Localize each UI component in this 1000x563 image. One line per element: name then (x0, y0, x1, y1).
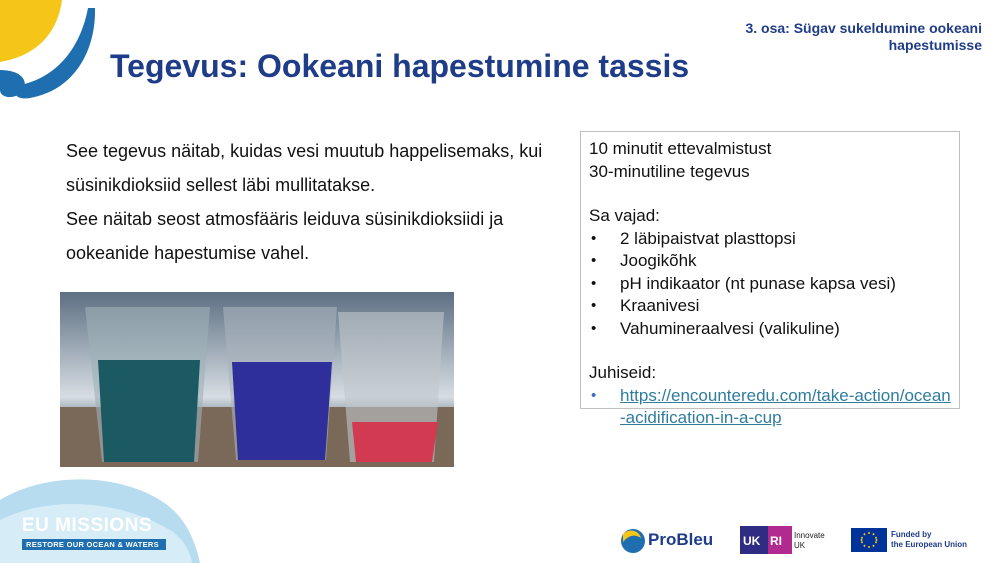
eu-flag-icon (851, 528, 887, 552)
innovate-line-1: Innovate (794, 531, 825, 540)
svg-text:RI: RI (770, 534, 782, 548)
needs-heading: Sa vajad: (589, 206, 660, 225)
materials-box (580, 131, 960, 427)
funded-line-1: Funded by (891, 530, 932, 539)
instructions-link-item (589, 385, 951, 430)
instructions-list (589, 385, 951, 430)
cups-photo (60, 292, 454, 467)
intro-text (66, 134, 566, 270)
section-label: 3. osa: Sügav sukeldumine ookeani hapestumisse (745, 20, 982, 53)
materials-list (589, 228, 951, 341)
list-item: • pH indikaator (nt punase kapsa vesi) (589, 273, 951, 296)
list-item: • Joogikõhk (589, 250, 951, 273)
innovate-uk-label (794, 531, 825, 551)
intro-paragraph-1: See tegevus näitab, kuidas vesi muutub happelisemaks, kui süsinikdioksiid sellest läbi mullitatakse. (66, 141, 543, 195)
innovate-line-2: UK (794, 541, 806, 550)
instructions-link[interactable]: https://encounteredu.com/take-action/ocean-acidification-in-a-cup (620, 385, 951, 427)
probleu-corner-logo (0, 0, 100, 100)
probleu-label: ProBleu (648, 530, 714, 549)
prep-time: 10 minutit ettevalmistust (589, 139, 772, 158)
funded-by-eu-label (891, 530, 967, 550)
eu-missions-label: EU MISSIONS (22, 515, 153, 536)
intro-paragraph-2: See näitab seost atmosfääris leiduva süsinikdioksiidi ja ookeanide hapestumise vahel. (66, 209, 504, 263)
list-item: • 2 läbipaistvat plasttopsi (589, 228, 951, 251)
page-title: Tegevus: Ookeani hapestumine tassis (110, 48, 690, 84)
list-item: • Vahumineraalvesi (valikuline) (589, 318, 951, 341)
list-item: • Kraanivesi (589, 295, 951, 318)
svg-text:UK: UK (743, 534, 761, 548)
ukri-icon (740, 526, 796, 554)
instructions-heading: Juhiseid: (589, 363, 657, 382)
funded-line-2: the European Union (891, 540, 967, 549)
eu-restore-label: RESTORE OUR OCEAN & WATERS (22, 539, 166, 550)
activity-time: 30-minutiline tegevus (589, 161, 750, 181)
